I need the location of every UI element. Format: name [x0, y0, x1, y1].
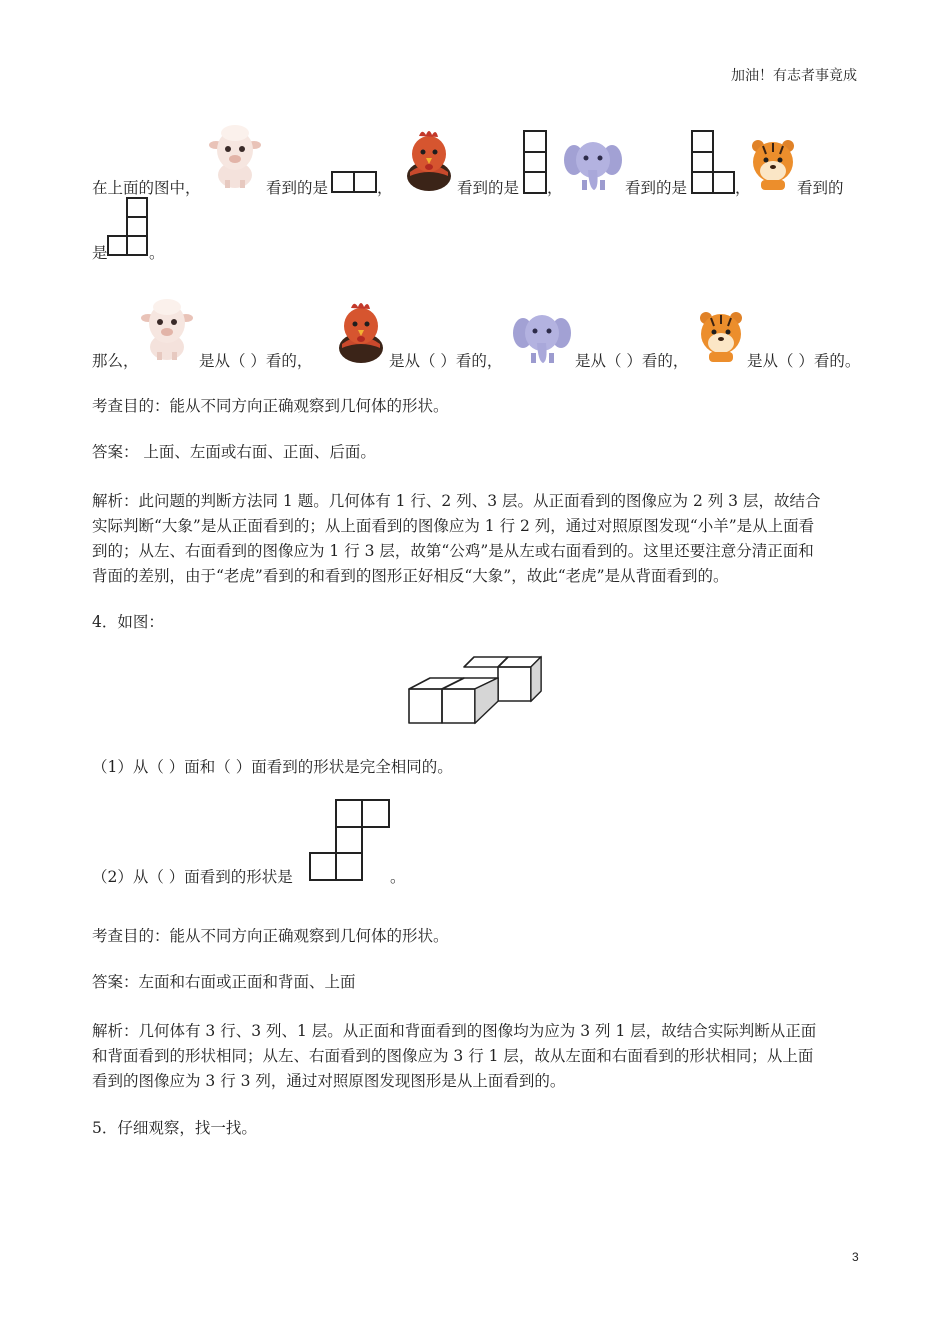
q4-analysis-line: 和背面看到的形状相同；从左、右面看到的图像应为 3 行 1 层，故从左面和右面看到的形状相同；从上面	[92, 1047, 814, 1065]
q3-analysis-line: 实际判断“大象”是从正面看到的；从上面看到的图像应为 1 行 2 列，通过对照原图发现“小羊”是从上面看	[92, 517, 815, 535]
q3-seen3: 看到的是	[625, 179, 688, 197]
back-view-figure	[107, 197, 149, 257]
q3-line2-prefix: 是	[92, 244, 108, 262]
sheep-icon	[206, 125, 264, 189]
q4-sub2-prefix: （2）从（ ）面看到的形状是	[92, 868, 293, 886]
q3-analysis-line: 到的；从左、右面看到的图像应为 1 行 3 层，故第“公鸡”是从左或右面看到的。这里还要注意分清正面和	[92, 542, 814, 560]
top-view-shape-figure	[309, 799, 391, 882]
q3-purpose: 考查目的：能从不同方向正确观察到几何体的形状。	[92, 397, 449, 415]
q3-seen2: 看到的是	[457, 179, 520, 197]
q4-purpose: 考查目的：能从不同方向正确观察到几何体的形状。	[92, 927, 449, 945]
q5-title: 5．仔细观察，找一找。	[92, 1119, 257, 1137]
q3-seen4: 看到的	[797, 179, 844, 197]
q4-answer: 答案：左面和右面或正面和背面、上面	[92, 973, 356, 991]
tiger-icon	[749, 138, 797, 192]
top-view-figure	[331, 171, 377, 193]
q3-seen1: 看到的是	[266, 179, 329, 197]
q3-line3-part2: 是从（ ）看的，	[389, 352, 503, 370]
q3-line3-prefix: 那么，	[92, 352, 139, 370]
rooster-icon	[402, 128, 456, 192]
q3-comma1: ，	[377, 179, 393, 197]
q3-analysis-line: 背面的差别，由于“老虎”看到的和看到的图形正好相反“大象”，故此“老虎”是从背面看到的。	[92, 567, 729, 585]
q4-analysis-line: 解析：几何体有 3 行、3 列、1 层。从正面和背面看到的图像均为应为 3 列 1 层，故结合实际判断从正面	[92, 1022, 817, 1040]
q4-sub2-suffix: 。	[390, 868, 406, 886]
front-view-figure	[691, 130, 735, 194]
elephant-icon	[513, 311, 571, 365]
q3-line3-part4: 是从（ ）看的。	[747, 352, 861, 370]
q4-analysis	[92, 1019, 867, 1094]
header-slogan: 加油！有志者事竟成	[731, 68, 857, 84]
q4-title: 4．如图：	[92, 613, 164, 631]
q3-analysis	[92, 489, 867, 589]
q3-line3-part1: 是从（ ）看的，	[199, 352, 313, 370]
q3-line3-part3: 是从（ ）看的，	[575, 352, 689, 370]
rooster-icon	[334, 300, 388, 364]
sheep-icon	[138, 299, 196, 361]
q4-analysis-line: 看到的图像应为 3 行 3 列，通过对照原图发现图形是从上面看到的。	[92, 1072, 566, 1090]
q4-sub1: （1）从（ ）面和（ ）面看到的形状是完全相同的。	[92, 758, 453, 776]
q3-line2-suffix: 。	[149, 244, 165, 262]
q3-line1-prefix: 在上面的图中，	[92, 179, 201, 197]
tiger-icon	[697, 310, 745, 364]
q3-answer: 答案： 上面、左面或右面、正面、后面。	[92, 443, 376, 461]
page-number: 3	[852, 1250, 859, 1264]
q3-comma2: ，	[547, 179, 563, 197]
cube-solid-figure	[408, 656, 542, 725]
q3-comma3: ，	[735, 179, 751, 197]
elephant-icon	[564, 138, 622, 192]
q3-analysis-line: 解析：此问题的判断方法同 1 题。几何体有 1 行、2 列、3 层。从正面看到的图像应为 2 列 3 层，故结合	[92, 492, 821, 510]
side-view-figure	[523, 130, 547, 194]
